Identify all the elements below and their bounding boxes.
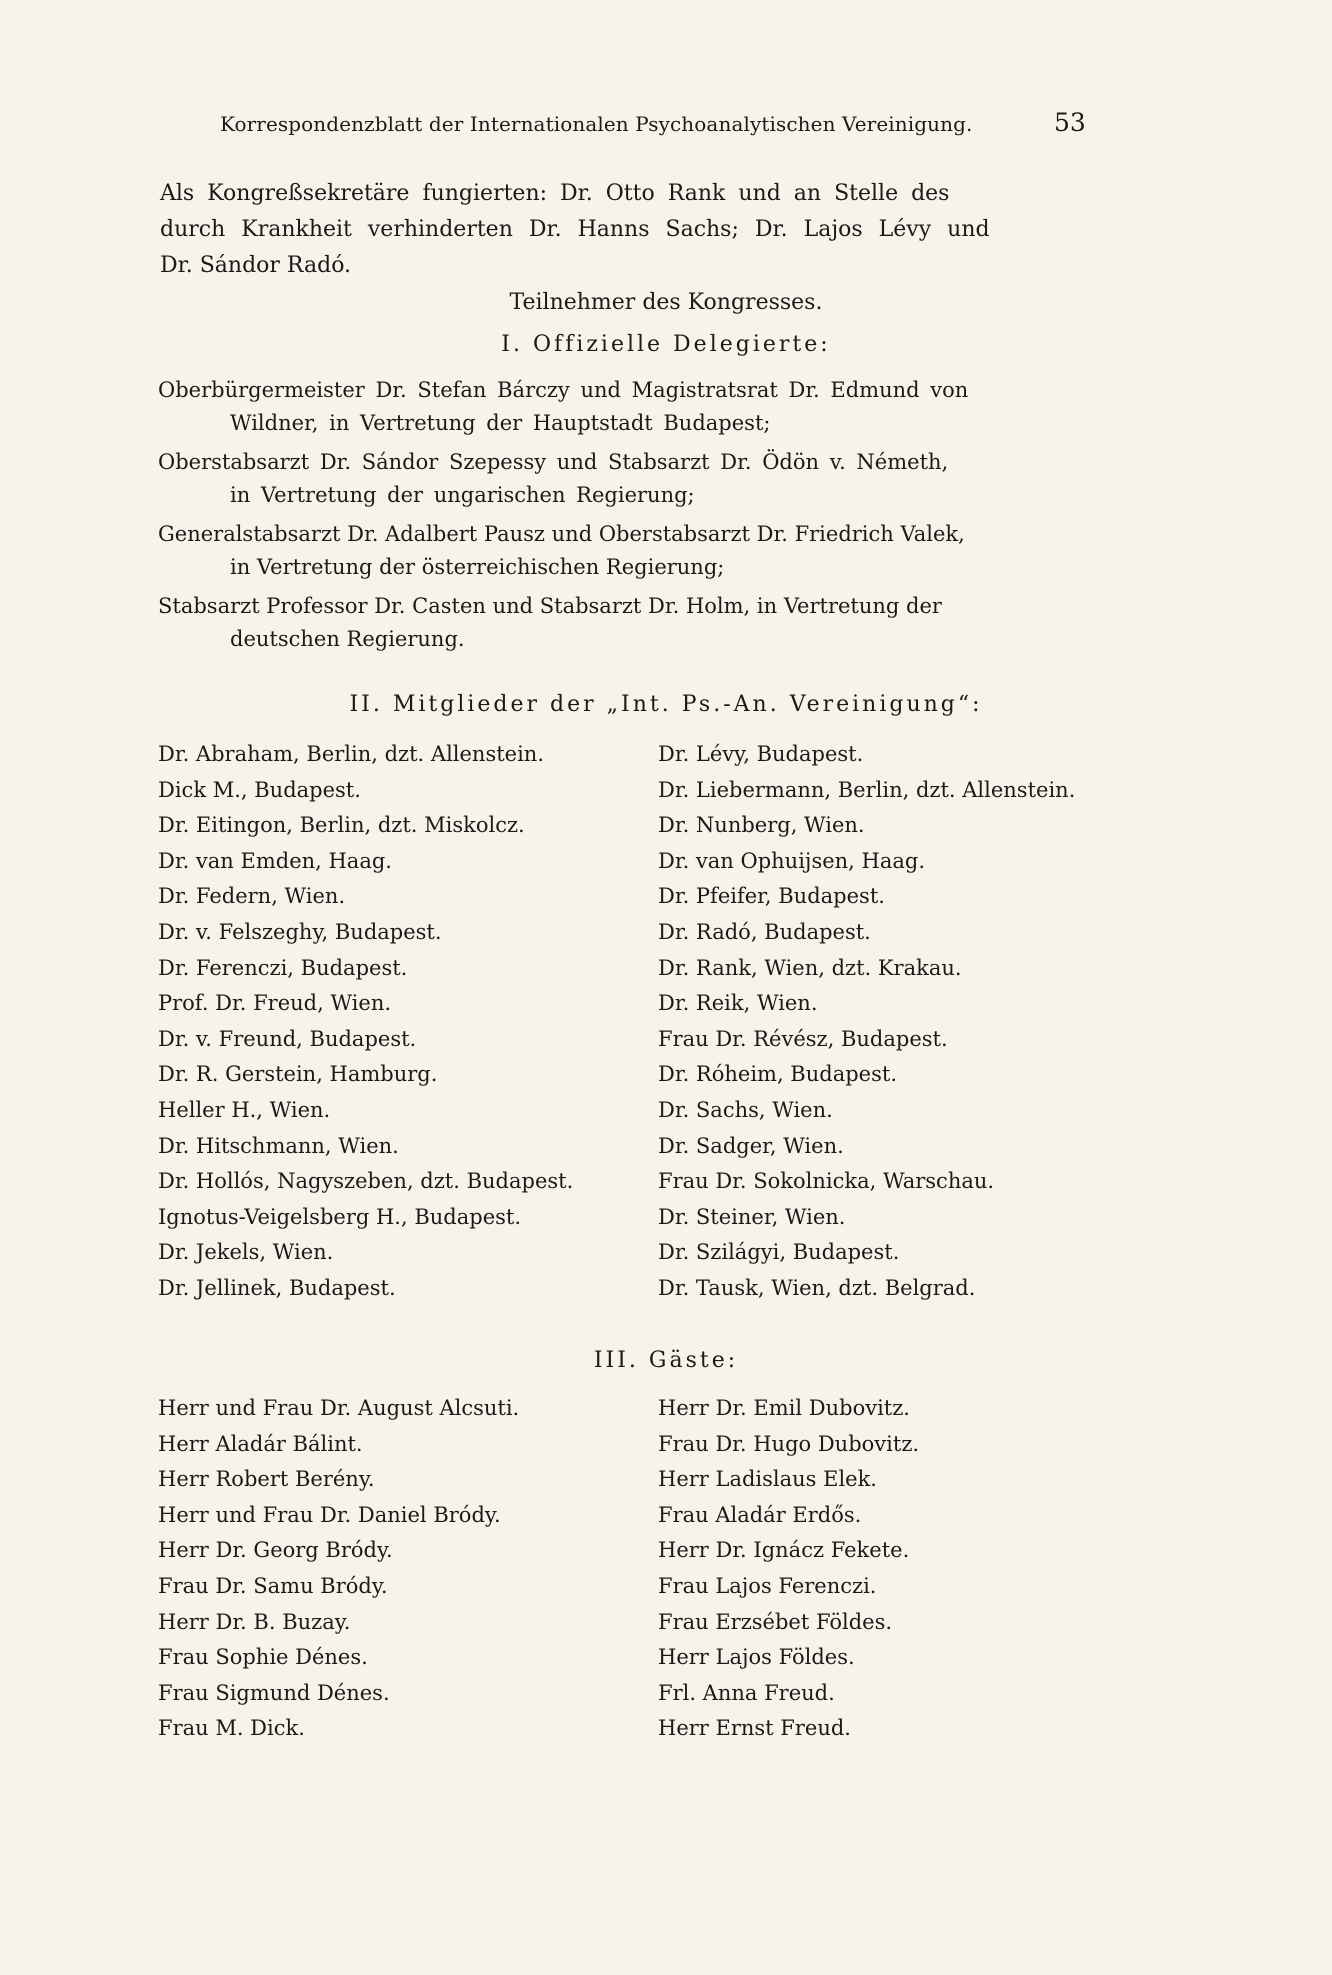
delegate-line: Oberbürgermeister Dr. Stefan Bárczy und Magistratsrat Dr. Edmund von <box>158 378 969 402</box>
delegate-line: Oberstabsarzt Dr. Sándor Szepessy und Stabsarzt Dr. Ödön v. Németh, <box>158 450 949 474</box>
list-item: Frl. Anna Freud. <box>658 1680 835 1705</box>
list-item: Frau Lajos Ferenczi. <box>658 1573 877 1598</box>
list-item: Frau Dr. Samu Bródy. <box>158 1573 388 1598</box>
list-item: Ignotus-Veigelsberg H., Budapest. <box>158 1204 522 1229</box>
list-item: Herr und Frau Dr. August Alcsuti. <box>158 1396 520 1420</box>
list-item: Frau M. Dick. <box>158 1716 305 1741</box>
list-item: Dr. van Emden, Haag. <box>158 848 392 873</box>
list-item: Dick M., Budapest. <box>158 777 361 802</box>
list-item: Dr. Pfeifer, Budapest. <box>658 884 885 909</box>
list-item: Herr Lajos Földes. <box>658 1645 855 1670</box>
list-item: Dr. Reik, Wien. <box>658 991 818 1016</box>
list-item: Herr Dr. B. Buzay. <box>158 1609 351 1634</box>
delegate-line-cont: deutschen Regierung. <box>230 627 465 651</box>
delegate-line-cont: Wildner, in Vertretung der Hauptstadt Budapest; <box>230 411 771 435</box>
list-item: Dr. Jekels, Wien. <box>158 1240 334 1265</box>
list-item: Herr Ernst Freud. <box>658 1716 851 1741</box>
list-item: Dr. Ferenczi, Budapest. <box>158 955 408 980</box>
guests-left-column <box>158 1391 519 1747</box>
list-item: Herr Dr. Emil Dubovitz. <box>658 1396 910 1420</box>
list-item: Dr. Lévy, Budapest. <box>658 742 864 766</box>
list-item: Frau Dr. Hugo Dubovitz. <box>658 1431 920 1456</box>
list-item: Frau Dr. Sokolnicka, Warschau. <box>658 1169 995 1194</box>
list-item: Dr. Sachs, Wien. <box>658 1097 833 1122</box>
list-item: Frau Sophie Dénes. <box>158 1645 368 1670</box>
list-item: Frau Aladár Erdős. <box>658 1502 862 1527</box>
list-item: Dr. Radó, Budapest. <box>658 919 871 944</box>
delegate-line: Generalstabsarzt Dr. Adalbert Pausz und Oberstabsarzt Dr. Friedrich Valek, <box>158 522 965 546</box>
list-item: Dr. Nunberg, Wien. <box>658 813 865 838</box>
intro-line-1: Als Kongreßsekretäre fungierten: Dr. Otto Rank und an Stelle des <box>160 181 950 206</box>
list-item: Prof. Dr. Freud, Wien. <box>158 991 392 1016</box>
list-item: Heller H., Wien. <box>158 1097 331 1122</box>
list-item: Dr. Szilágyi, Budapest. <box>658 1240 900 1265</box>
members-right-column <box>658 737 1075 1307</box>
guests-right-column <box>658 1391 919 1747</box>
list-item: Frau Erzsébet Földes. <box>658 1609 893 1634</box>
delegate-entry <box>158 446 1088 512</box>
delegate-line: Stabsarzt Professor Dr. Casten und Stabsarzt Dr. Holm, in Vertretung der <box>158 594 942 618</box>
list-item: Herr Robert Berény. <box>158 1467 375 1492</box>
list-item: Dr. R. Gerstein, Hamburg. <box>158 1062 438 1087</box>
delegate-entry <box>158 374 1088 440</box>
delegate-line-cont: in Vertretung der österreichischen Regierung; <box>230 555 725 579</box>
list-item: Dr. Steiner, Wien. <box>658 1204 846 1229</box>
list-item: Herr Aladár Bálint. <box>158 1431 363 1456</box>
list-item: Dr. Róheim, Budapest. <box>658 1062 897 1087</box>
intro-line-3: Dr. Sándor Radó. <box>160 253 352 278</box>
participants-heading: Teilnehmer des Kongresses. <box>509 290 823 315</box>
running-header: Korrespondenzblatt der Internationalen Psychoanalytischen Vereinigung. <box>220 112 973 136</box>
list-item: Dr. Abraham, Berlin, dzt. Allenstein. <box>158 742 545 766</box>
section-3-heading: III. Gäste: <box>593 1348 739 1373</box>
list-item: Frau Sigmund Dénes. <box>158 1680 390 1705</box>
list-item: Herr und Frau Dr. Daniel Bródy. <box>158 1502 501 1527</box>
intro-line-2: durch Krankheit verhinderten Dr. Hanns Sachs; Dr. Lajos Lévy und <box>160 217 990 242</box>
delegate-line-cont: in Vertretung der ungarischen Regierung; <box>230 483 695 507</box>
list-item: Dr. Tausk, Wien, dzt. Belgrad. <box>658 1275 976 1300</box>
list-item: Herr Dr. Georg Bródy. <box>158 1538 393 1563</box>
list-item: Frau Dr. Révész, Budapest. <box>658 1026 948 1051</box>
list-item: Dr. Rank, Wien, dzt. Krakau. <box>658 955 962 980</box>
list-item: Dr. Hollós, Nagyszeben, dzt. Budapest. <box>158 1169 574 1194</box>
list-item: Dr. Sadger, Wien. <box>658 1133 844 1158</box>
list-item: Dr. Hitschmann, Wien. <box>158 1133 399 1158</box>
page-number: 53 <box>1054 108 1086 137</box>
list-item: Dr. Federn, Wien. <box>158 884 346 909</box>
list-item: Dr. Eitingon, Berlin, dzt. Miskolcz. <box>158 813 525 838</box>
list-item: Dr. Liebermann, Berlin, dzt. Allenstein. <box>658 777 1076 802</box>
list-item: Herr Ladislaus Elek. <box>658 1467 877 1492</box>
list-item: Herr Dr. Ignácz Fekete. <box>658 1538 910 1563</box>
section-2-heading: II. Mitglieder der „Int. Ps.-An. Vereinigung“: <box>349 692 983 717</box>
delegate-entry <box>158 518 1088 584</box>
list-item: Dr. v. Felszeghy, Budapest. <box>158 919 442 944</box>
delegate-entry <box>158 590 1088 656</box>
list-item: Dr. v. Freund, Budapest. <box>158 1026 417 1051</box>
list-item: Dr. Jellinek, Budapest. <box>158 1275 396 1300</box>
list-item: Dr. van Ophuijsen, Haag. <box>658 848 925 873</box>
members-left-column <box>158 737 573 1307</box>
section-1-heading: I. Offizielle Delegierte: <box>501 332 831 357</box>
